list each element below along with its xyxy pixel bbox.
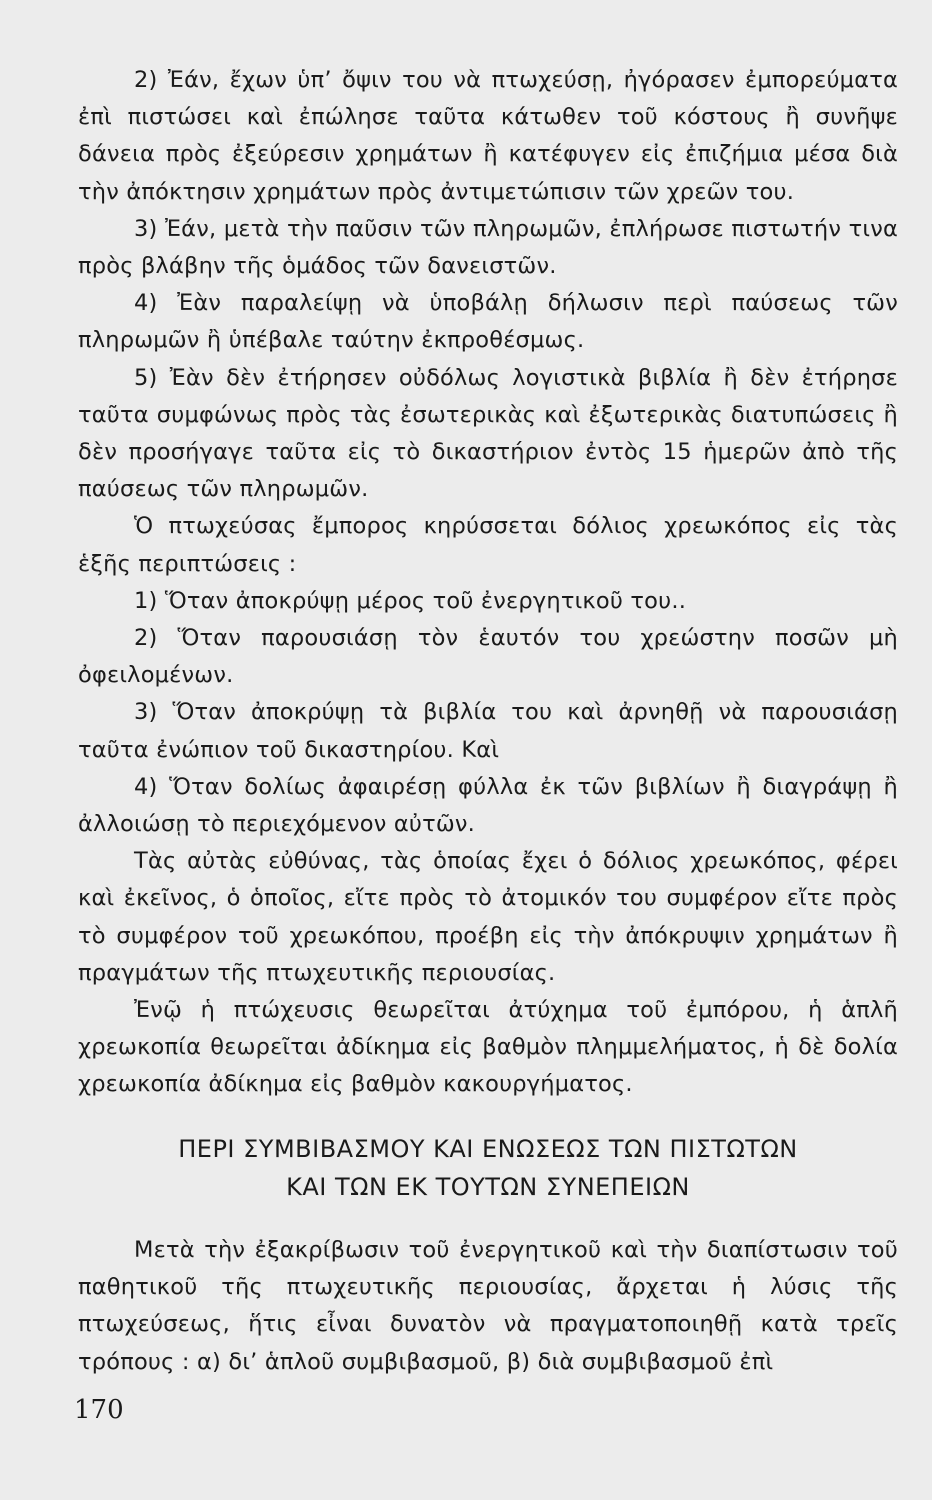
page-number: 170 xyxy=(74,1395,124,1425)
paragraph-item-5: 5) Ἐὰν δὲν ἐτήρησεν οὐδόλως λογιστικὰ βιβλία ἢ δὲν ἐτήρησε ταῦτα συμφώνως πρὸς τὰς ἐσωτερικὰς καὶ ἐξωτερικὰς διατυπώσεις ἢ δὲν προσήγαγε ταῦτα εἰς τὸ δικαστήριον ἐντὸς 15 ἡμερῶν ἀπὸ τῆς παύσεως τῶν πληρωμῶν. xyxy=(78,364,898,503)
paragraph-fraud-2: 2) Ὅταν παρουσιάσῃ τὸν ἑαυτόν του χρεώστην ποσῶν μὴ ὀφειλομένων. xyxy=(78,625,898,689)
paragraph-item-4: 4) Ἐὰν παραλείψῃ νὰ ὑποβάλῃ δήλωσιν περὶ παύσεως τῶν πληρωμῶν ἢ ὑπέβαλε ταύτην ἐκπροθέσμως. xyxy=(78,290,898,354)
body-text xyxy=(78,62,898,1104)
section-heading-line-1: ΠΕΡΙ ΣΥΜΒΙΒΑΣΜΟΥ ΚΑΙ ΕΝΩΣΕΩΣ ΤΩΝ ΠΙΣΤΩΤΩΝ xyxy=(178,1135,798,1163)
paragraph-settlement: Μετὰ τὴν ἐξακρίβωσιν τοῦ ἐνεργητικοῦ καὶ τὴν διαπίστωσιν τοῦ παθητικοῦ τῆς πτωχευτικῆς περιουσίας, ἄρχεται ἡ λύσις τῆς πτωχεύσεως, ἥτις εἶναι δυνατὸν νὰ πραγματοποιηθῇ κατὰ τρεῖς τρόπους : α) δι’ ἁπλοῦ συμβιβασμοῦ, β) διὰ συμβιβασμοῦ ἐπὶ xyxy=(78,1237,898,1375)
paragraph-item-2: 2) Ἐάν, ἔχων ὑπ’ ὄψιν του νὰ πτωχεύσῃ, ἠγόρασεν ἐμπορεύματα ἐπὶ πιστώσει καὶ ἐπώλησε ταῦτα κάτωθεν τοῦ κόστους ἢ συνῆψε δάνεια πρὸς ἐξεύρεσιν χρημάτων ἢ κατέφυγεν εἰς ἐπιζήμια μέσα διὰ τὴν ἀπόκτησιν χρημάτων πρὸς ἀντιμετώπισιν τῶν χρεῶν του. xyxy=(78,67,898,205)
paragraph-fraud-intro: Ὁ πτωχεύσας ἔμπορος κηρύσσεται δόλιος χρεωκόπος εἰς τὰς ἑξῆς περιπτώσεις : xyxy=(78,513,898,577)
section-body xyxy=(78,1232,898,1381)
paragraph-fraud-3: 3) Ὅταν ἀποκρύψῃ τὰ βιβλία του καὶ ἀρνηθῇ νὰ παρουσιάσῃ ταῦτα ἐνώπιον τοῦ δικαστηρίου. Καὶ xyxy=(78,699,898,763)
paragraph-liability: Τὰς αὐτὰς εὐθύνας, τὰς ὁποίας ἔχει ὁ δόλιος χρεωκόπος, φέρει καὶ ἐκεῖνος, ὁ ὁποῖος, εἴτε πρὸς τὸ ἀτομικόν του συμφέρον εἴτε πρὸς τὸ συμφέρον τοῦ χρεωκόπου, προέβη εἰς τὴν ἀπόκρυψιν χρημάτων ἢ πραγμάτων τῆς πτωχευτικῆς περιουσίας. xyxy=(78,848,898,986)
section-heading-line-2: ΚΑΙ ΤΩΝ ΕΚ ΤΟΥΤΩΝ ΣΥΝΕΠΕΙΩΝ xyxy=(286,1173,690,1201)
paragraph-fraud-4: 4) Ὅταν δολίως ἀφαιρέσῃ φύλλα ἐκ τῶν βιβλίων ἢ διαγράψῃ ἢ ἀλλοιώσῃ τὸ περιεχόμενον αὐτῶν. xyxy=(78,773,898,838)
paragraph-item-3: 3) Ἐάν, μετὰ τὴν παῦσιν τῶν πληρωμῶν, ἐπλήρωσε πιστωτήν τινα πρὸς βλάβην τῆς ὁμάδος τῶν δανειστῶν. xyxy=(78,215,898,280)
paragraph-classification: Ἐνῷ ἡ πτώχευσις θεωρεῖται ἀτύχημα τοῦ ἐμπόρου, ἡ ἁπλῆ χρεωκοπία θεωρεῖται ἀδίκημα εἰς βαθμὸν πλημμελήματος, ἡ δὲ δολία χρεωκοπία ἀδίκημα εἰς βαθμὸν κακουργήματος. xyxy=(78,997,898,1098)
paragraph-fraud-1: 1) Ὅταν ἀποκρύψῃ μέρος τοῦ ἐνεργητικοῦ του.. xyxy=(134,587,687,614)
